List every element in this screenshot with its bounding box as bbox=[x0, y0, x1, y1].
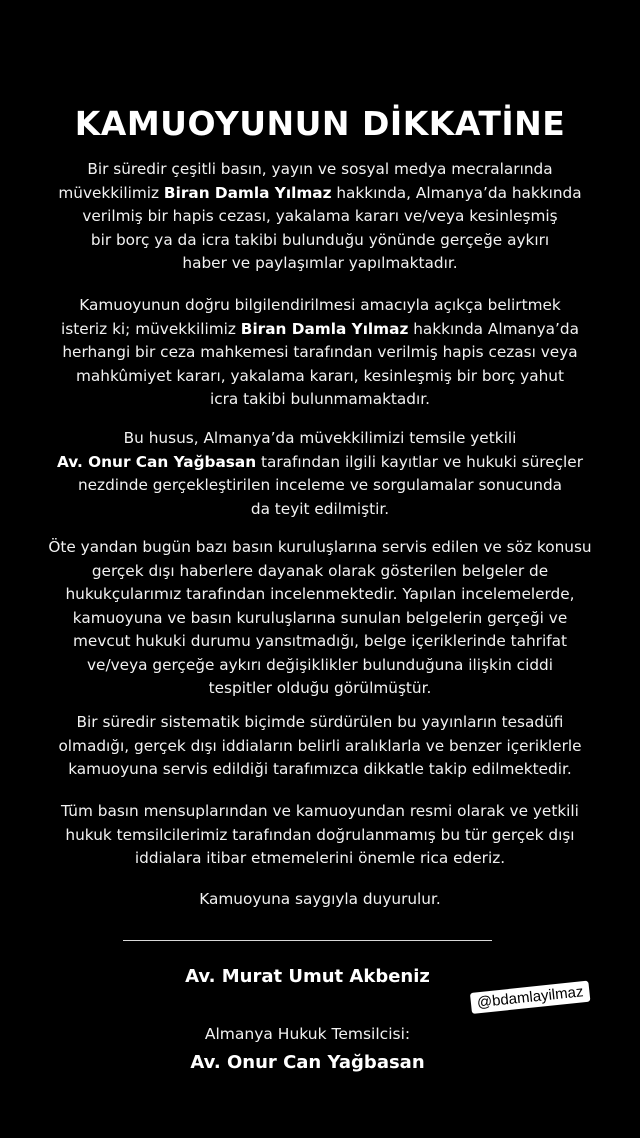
bold-name-text: Biran Damla Yılmaz bbox=[163, 183, 332, 202]
paragraph-line bbox=[20, 205, 620, 229]
body-text: Bir süredir sistematik biçimde sürdürülen bu yayınların tesadüfi bbox=[76, 713, 564, 731]
body-text: Kamuoyuna saygıyla duyurulur. bbox=[199, 890, 441, 908]
body-text: isteriz ki; müvekkilimiz bbox=[61, 319, 241, 338]
paragraph-line bbox=[20, 847, 620, 871]
paragraph-line bbox=[20, 252, 620, 276]
body-text: icra takibi bulunmamaktadır. bbox=[209, 390, 431, 408]
paragraph-line bbox=[20, 630, 620, 654]
body-text: hakkında Almanya’da bbox=[408, 319, 579, 338]
body-text: verilmiş bir hapis cezası, yakalama kararı ve/veya kesinleşmiş bbox=[82, 207, 558, 225]
paragraph-line bbox=[20, 229, 620, 253]
paragraph-line bbox=[20, 677, 620, 701]
paragraph-line bbox=[20, 735, 620, 759]
body-text: haber ve paylaşımlar yapılmaktadır. bbox=[182, 254, 458, 272]
body-text: gerçek dışı haberlere dayanak olarak gösterilen belgeler de bbox=[91, 561, 549, 580]
body-text: mevcut hukuki durumu yansıtmadığı, belge içeriklerinde tahrifat bbox=[73, 632, 567, 650]
paragraph-line bbox=[20, 560, 620, 584]
paragraph-line bbox=[20, 182, 620, 206]
signatory-role: Almanya Hukuk Temsilcisi: bbox=[204, 1025, 411, 1043]
signatory-name: Av. Murat Umut Akbeniz bbox=[185, 966, 430, 987]
body-text: kamuoyuna servis edildiği tarafımızca dikkatle takip edilmektedir. bbox=[68, 760, 572, 778]
paragraph-2 bbox=[20, 294, 620, 412]
paragraph-line bbox=[20, 654, 620, 678]
paragraph-line bbox=[20, 294, 620, 318]
body-text: mahkûmiyet kararı, yakalama kararı, kesinleşmiş bir borç yahut bbox=[76, 366, 564, 385]
paragraph-line bbox=[20, 365, 620, 389]
body-text: Öte yandan bugün bazı basın kuruluşlarına servis edilen ve söz konusu bbox=[48, 538, 592, 556]
body-text: olmadığı, gerçek dışı iddiaların belirli aralıklarla ve benzer içeriklerle bbox=[58, 736, 582, 755]
paragraph-line bbox=[20, 536, 620, 560]
body-text: herhangi bir ceza mahkemesi tarafından verilmiş hapis cezası veya bbox=[62, 343, 578, 361]
body-text: hukukçularımız tarafından incelenmektedir. Yapılan incelemelerde, bbox=[65, 585, 575, 603]
body-text: Bir süredir çeşitli basın, yayın ve sosyal medya mecralarında bbox=[87, 160, 553, 178]
paragraph-line bbox=[20, 427, 620, 451]
representative-name: Av. Onur Can Yağbasan bbox=[190, 1052, 425, 1073]
body-text: tespitler olduğu görülmüştür. bbox=[208, 679, 432, 697]
paragraph-line bbox=[20, 451, 620, 475]
paragraph-5 bbox=[20, 711, 620, 782]
paragraph-4 bbox=[20, 536, 620, 701]
paragraph-line bbox=[20, 318, 620, 342]
paragraph-6 bbox=[20, 800, 620, 871]
paragraph-line bbox=[20, 341, 620, 365]
paragraph-line bbox=[20, 498, 620, 522]
body-text: hakkında, Almanya’da hakkında bbox=[331, 183, 582, 202]
body-text: tarafından ilgili kayıtlar ve hukuki süreçler bbox=[256, 452, 583, 471]
paragraph-3 bbox=[20, 427, 620, 521]
body-text: hukuk temsilcilerimiz tarafından doğrulanmamış bu tür gerçek dışı bbox=[65, 825, 575, 844]
closing-line bbox=[20, 888, 620, 912]
body-text: ve/veya gerçeğe aykırı değişiklikler bulunduğuna ilişkin ciddi bbox=[86, 655, 554, 674]
body-text: Kamuoyunun doğru bilgilendirilmesi amacıyla açıkça belirtmek bbox=[79, 296, 561, 314]
paragraph-line bbox=[20, 474, 620, 498]
announcement-title: KAMUOYUNUN DİKKATİNE bbox=[74, 104, 566, 143]
paragraph-line bbox=[20, 158, 620, 182]
paragraph-line bbox=[20, 607, 620, 631]
body-text: Bu husus, Almanya’da müvekkilimizi temsile yetkili bbox=[123, 429, 517, 447]
paragraph-line bbox=[20, 888, 620, 912]
bold-name-text: Av. Onur Can Yağbasan bbox=[57, 452, 257, 471]
paragraph-line bbox=[20, 800, 620, 824]
paragraph-line bbox=[20, 758, 620, 782]
paragraph-line bbox=[20, 583, 620, 607]
body-text: Tüm basın mensuplarından ve kamuoyundan resmi olarak ve yetkili bbox=[61, 802, 579, 820]
paragraph-line bbox=[20, 388, 620, 412]
mention-sticker[interactable]: @bdamlayilmaz bbox=[470, 981, 590, 1014]
body-text: iddialara itibar etmemelerini önemle rica ederiz. bbox=[134, 849, 506, 867]
body-text: bir borç ya da icra takibi bulunduğu yönünde gerçeğe aykırı bbox=[90, 230, 550, 249]
body-text: da teyit edilmiştir. bbox=[250, 499, 390, 518]
body-text: müvekkilimiz bbox=[58, 183, 164, 202]
paragraph-line bbox=[20, 711, 620, 735]
body-text: nezdinde gerçekleştirilen inceleme ve sorgulamalar sonucunda bbox=[77, 476, 563, 494]
paragraph-1 bbox=[20, 158, 620, 276]
bold-name-text: Biran Damla Yılmaz bbox=[240, 319, 409, 338]
paragraph-line bbox=[20, 824, 620, 848]
signature-divider bbox=[123, 940, 492, 941]
body-text: kamuoyuna ve basın kuruluşlarına sunulan belgelerin gerçeği ve bbox=[72, 608, 568, 627]
